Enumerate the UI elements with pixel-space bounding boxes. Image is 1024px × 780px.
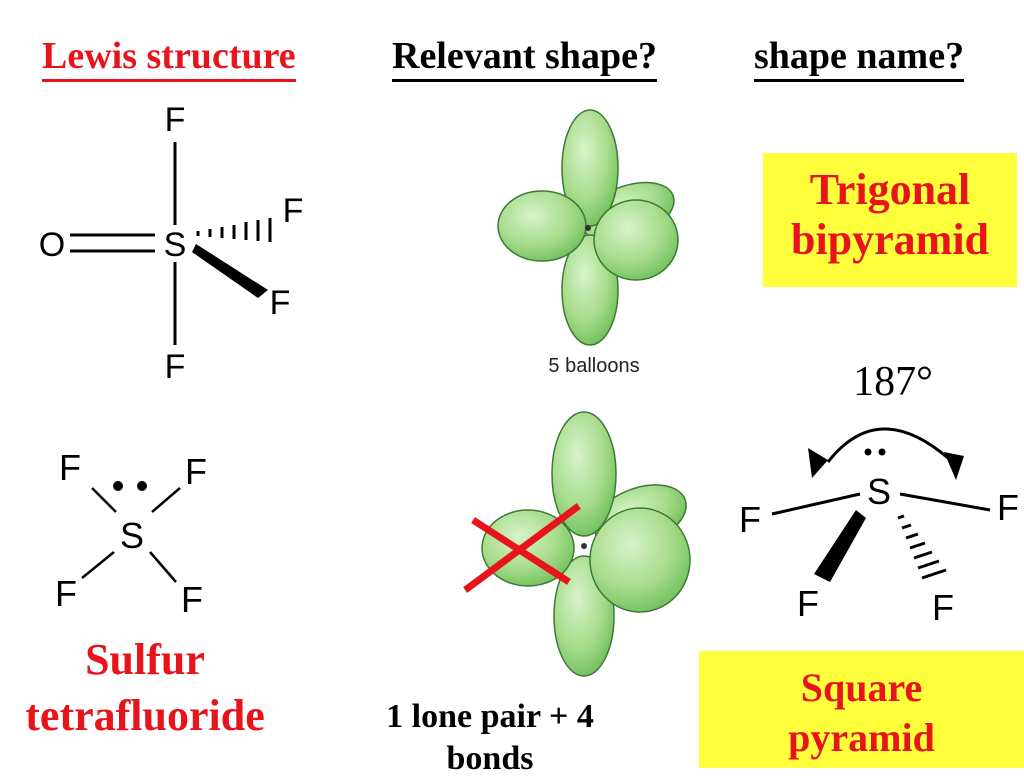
- wedge-bond-s-f: [192, 244, 268, 298]
- shape-name-box-trigonal-bipyramid: [763, 153, 1017, 287]
- seesaw-structure: [739, 359, 1019, 628]
- shape-name-box-square-pyramid: [699, 651, 1024, 768]
- atom-s: S: [163, 226, 187, 264]
- header-lewis-structure: Lewis structure: [42, 34, 296, 82]
- atom-f-wedge: F: [269, 284, 291, 322]
- atom-sf4-s: S: [119, 515, 145, 556]
- bond-sf4-1: [92, 488, 116, 512]
- seesaw-lone-pair-dot-1: [865, 449, 872, 456]
- balloon2-knot: [581, 543, 587, 549]
- seesaw-atom-f-hashed: F: [932, 587, 954, 628]
- header-relevant-shape: Relevant shape?: [392, 34, 657, 82]
- lone-pair-label-line2: bonds: [446, 740, 534, 777]
- atom-f-bottom: F: [164, 348, 186, 386]
- lone-pair-label: [340, 696, 640, 780]
- seesaw-atom-f-right: F: [997, 487, 1019, 528]
- shape-name-line1: Trigonal: [809, 165, 971, 214]
- atom-sf4-f4: F: [181, 579, 203, 620]
- seesaw-bond-left: [772, 494, 860, 514]
- lone-pair-label-line1: 1 lone pair + 4: [386, 698, 594, 735]
- seesaw-bond-right: [900, 494, 990, 510]
- bond-sf4-3: [82, 552, 114, 578]
- bond-sf4-2: [152, 488, 180, 512]
- compound-name-line2: tetrafluoride: [25, 691, 265, 740]
- seesaw-atom-f-left: F: [739, 499, 761, 540]
- seesaw-atom-f-wedge: F: [797, 583, 819, 624]
- compound-name: [0, 632, 290, 744]
- lone-pair-dot-1: [113, 481, 123, 491]
- balloon-left: [498, 191, 586, 261]
- balloon-model-5: [498, 110, 682, 345]
- header-shape-name: shape name?: [754, 34, 964, 82]
- shape-name-line1: Square: [800, 665, 923, 710]
- bond-sf4-4: [150, 552, 176, 582]
- atom-sf4-f3: F: [55, 573, 77, 614]
- seesaw-hashed-bond: [898, 516, 946, 578]
- seesaw-lone-pair-dot-2: [879, 449, 886, 456]
- seesaw-wedge-bond: [814, 510, 866, 582]
- balloon-front-right: [594, 200, 678, 280]
- atom-f-hashed: F: [282, 192, 304, 230]
- compound-name-line1: Sulfur: [85, 635, 205, 684]
- angle-arrow-right: [944, 452, 964, 480]
- balloons-caption: 5 balloons: [548, 355, 640, 377]
- shape-name-line2: bipyramid: [790, 215, 990, 264]
- bond-angle-label: 187°: [853, 359, 933, 405]
- atom-f-top: F: [164, 101, 186, 139]
- lewis-structure-sf4: [55, 447, 207, 620]
- lone-pair-dot-2: [137, 481, 147, 491]
- atom-sf4-f2: F: [185, 451, 207, 492]
- lewis-structure-sof4: [39, 101, 304, 386]
- balloon2-front-right: [590, 508, 690, 612]
- atom-o: O: [38, 226, 66, 264]
- hashed-bond-s-f: [198, 218, 270, 242]
- atom-sf4-f1: F: [59, 447, 81, 488]
- angle-arc: [828, 429, 948, 462]
- seesaw-atom-s: S: [866, 471, 892, 512]
- balloon-knot: [585, 225, 591, 231]
- shape-name-line2: pyramid: [788, 715, 935, 760]
- angle-arrow-left: [808, 448, 828, 478]
